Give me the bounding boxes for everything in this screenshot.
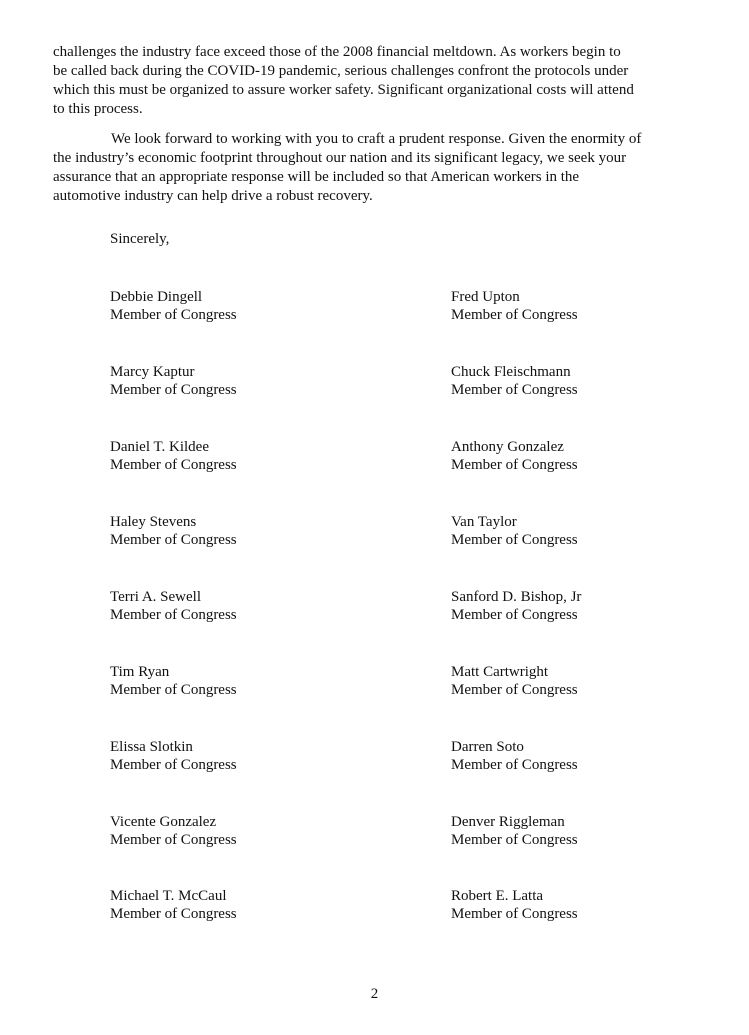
signature-block [451, 738, 578, 774]
signer-name: Marcy Kaptur [110, 364, 195, 380]
closing-salutation: Sincerely, [110, 231, 170, 247]
signer-name: Van Taylor [451, 514, 517, 530]
signature-block [110, 887, 237, 923]
signature-block [451, 438, 578, 474]
signer-name: Matt Cartwright [451, 664, 549, 680]
signature-block [110, 588, 237, 624]
paragraph-continuation [53, 43, 703, 119]
signer-name: Darren Soto [451, 739, 524, 755]
signature-block [110, 513, 237, 549]
page-number: 2 [370, 986, 379, 1002]
signer-name: Daniel T. Kildee [110, 439, 209, 455]
signer-title: Member of Congress [451, 307, 578, 323]
signer-title: Member of Congress [451, 382, 578, 398]
signer-name: Anthony Gonzalez [451, 439, 564, 455]
signer-name: Haley Stevens [110, 514, 197, 530]
signature-block [110, 288, 237, 324]
signer-title: Member of Congress [110, 682, 237, 698]
signature-block [110, 738, 237, 774]
paragraph-line: assurance that an appropriate response will be included so that American workers in the [53, 169, 580, 185]
signer-name: Terri A. Sewell [110, 589, 202, 605]
paragraph-line: which this must be organized to assure worker safety. Significant organizational costs will attend [53, 82, 634, 98]
signer-name: Robert E. Latta [451, 888, 544, 904]
signer-name: Vicente Gonzalez [110, 814, 217, 830]
paragraph-line: to this process. [53, 101, 143, 117]
signature-block [451, 363, 578, 399]
signer-name: Chuck Fleischmann [451, 364, 571, 380]
signer-title: Member of Congress [451, 457, 578, 473]
signer-title: Member of Congress [110, 457, 237, 473]
signature-block [451, 513, 578, 549]
signer-name: Sanford D. Bishop, Jr [451, 589, 582, 605]
paragraph-line: be called back during the COVID-19 pandemic, serious challenges confront the protocols under [53, 63, 629, 79]
paragraph-line: challenges the industry face exceed those of the 2008 financial meltdown. As workers begin to [53, 44, 621, 60]
paragraph-line: automotive industry can help drive a robust recovery. [53, 188, 373, 204]
signer-title: Member of Congress [451, 532, 578, 548]
paragraph-line: the industry’s economic footprint throughout our nation and its significant legacy, we seek your [53, 150, 627, 166]
signer-title: Member of Congress [451, 832, 578, 848]
signature-block [110, 363, 237, 399]
signer-title: Member of Congress [110, 382, 237, 398]
signature-block [451, 813, 578, 849]
signature-block [110, 663, 237, 699]
signature-block [451, 288, 578, 324]
signer-name: Tim Ryan [110, 664, 170, 680]
signer-title: Member of Congress [451, 682, 578, 698]
paragraph-line: We look forward to working with you to craft a prudent response. Given the enormity of [111, 131, 642, 147]
signature-block [110, 438, 237, 474]
signer-title: Member of Congress [110, 757, 237, 773]
signer-title: Member of Congress [451, 906, 578, 922]
signer-name: Elissa Slotkin [110, 739, 193, 755]
signer-title: Member of Congress [110, 832, 237, 848]
signer-title: Member of Congress [451, 757, 578, 773]
signer-name: Michael T. McCaul [110, 888, 227, 904]
signer-name: Debbie Dingell [110, 289, 203, 305]
signer-name: Denver Riggleman [451, 814, 565, 830]
signer-title: Member of Congress [110, 607, 237, 623]
signature-block [110, 813, 237, 849]
signer-name: Fred Upton [451, 289, 520, 305]
signer-title: Member of Congress [110, 307, 237, 323]
signer-title: Member of Congress [110, 906, 237, 922]
signature-block [451, 588, 581, 624]
signature-block [451, 887, 578, 923]
signer-title: Member of Congress [451, 607, 578, 623]
signer-title: Member of Congress [110, 532, 237, 548]
signature-block [451, 663, 578, 699]
paragraph-request [53, 130, 703, 206]
